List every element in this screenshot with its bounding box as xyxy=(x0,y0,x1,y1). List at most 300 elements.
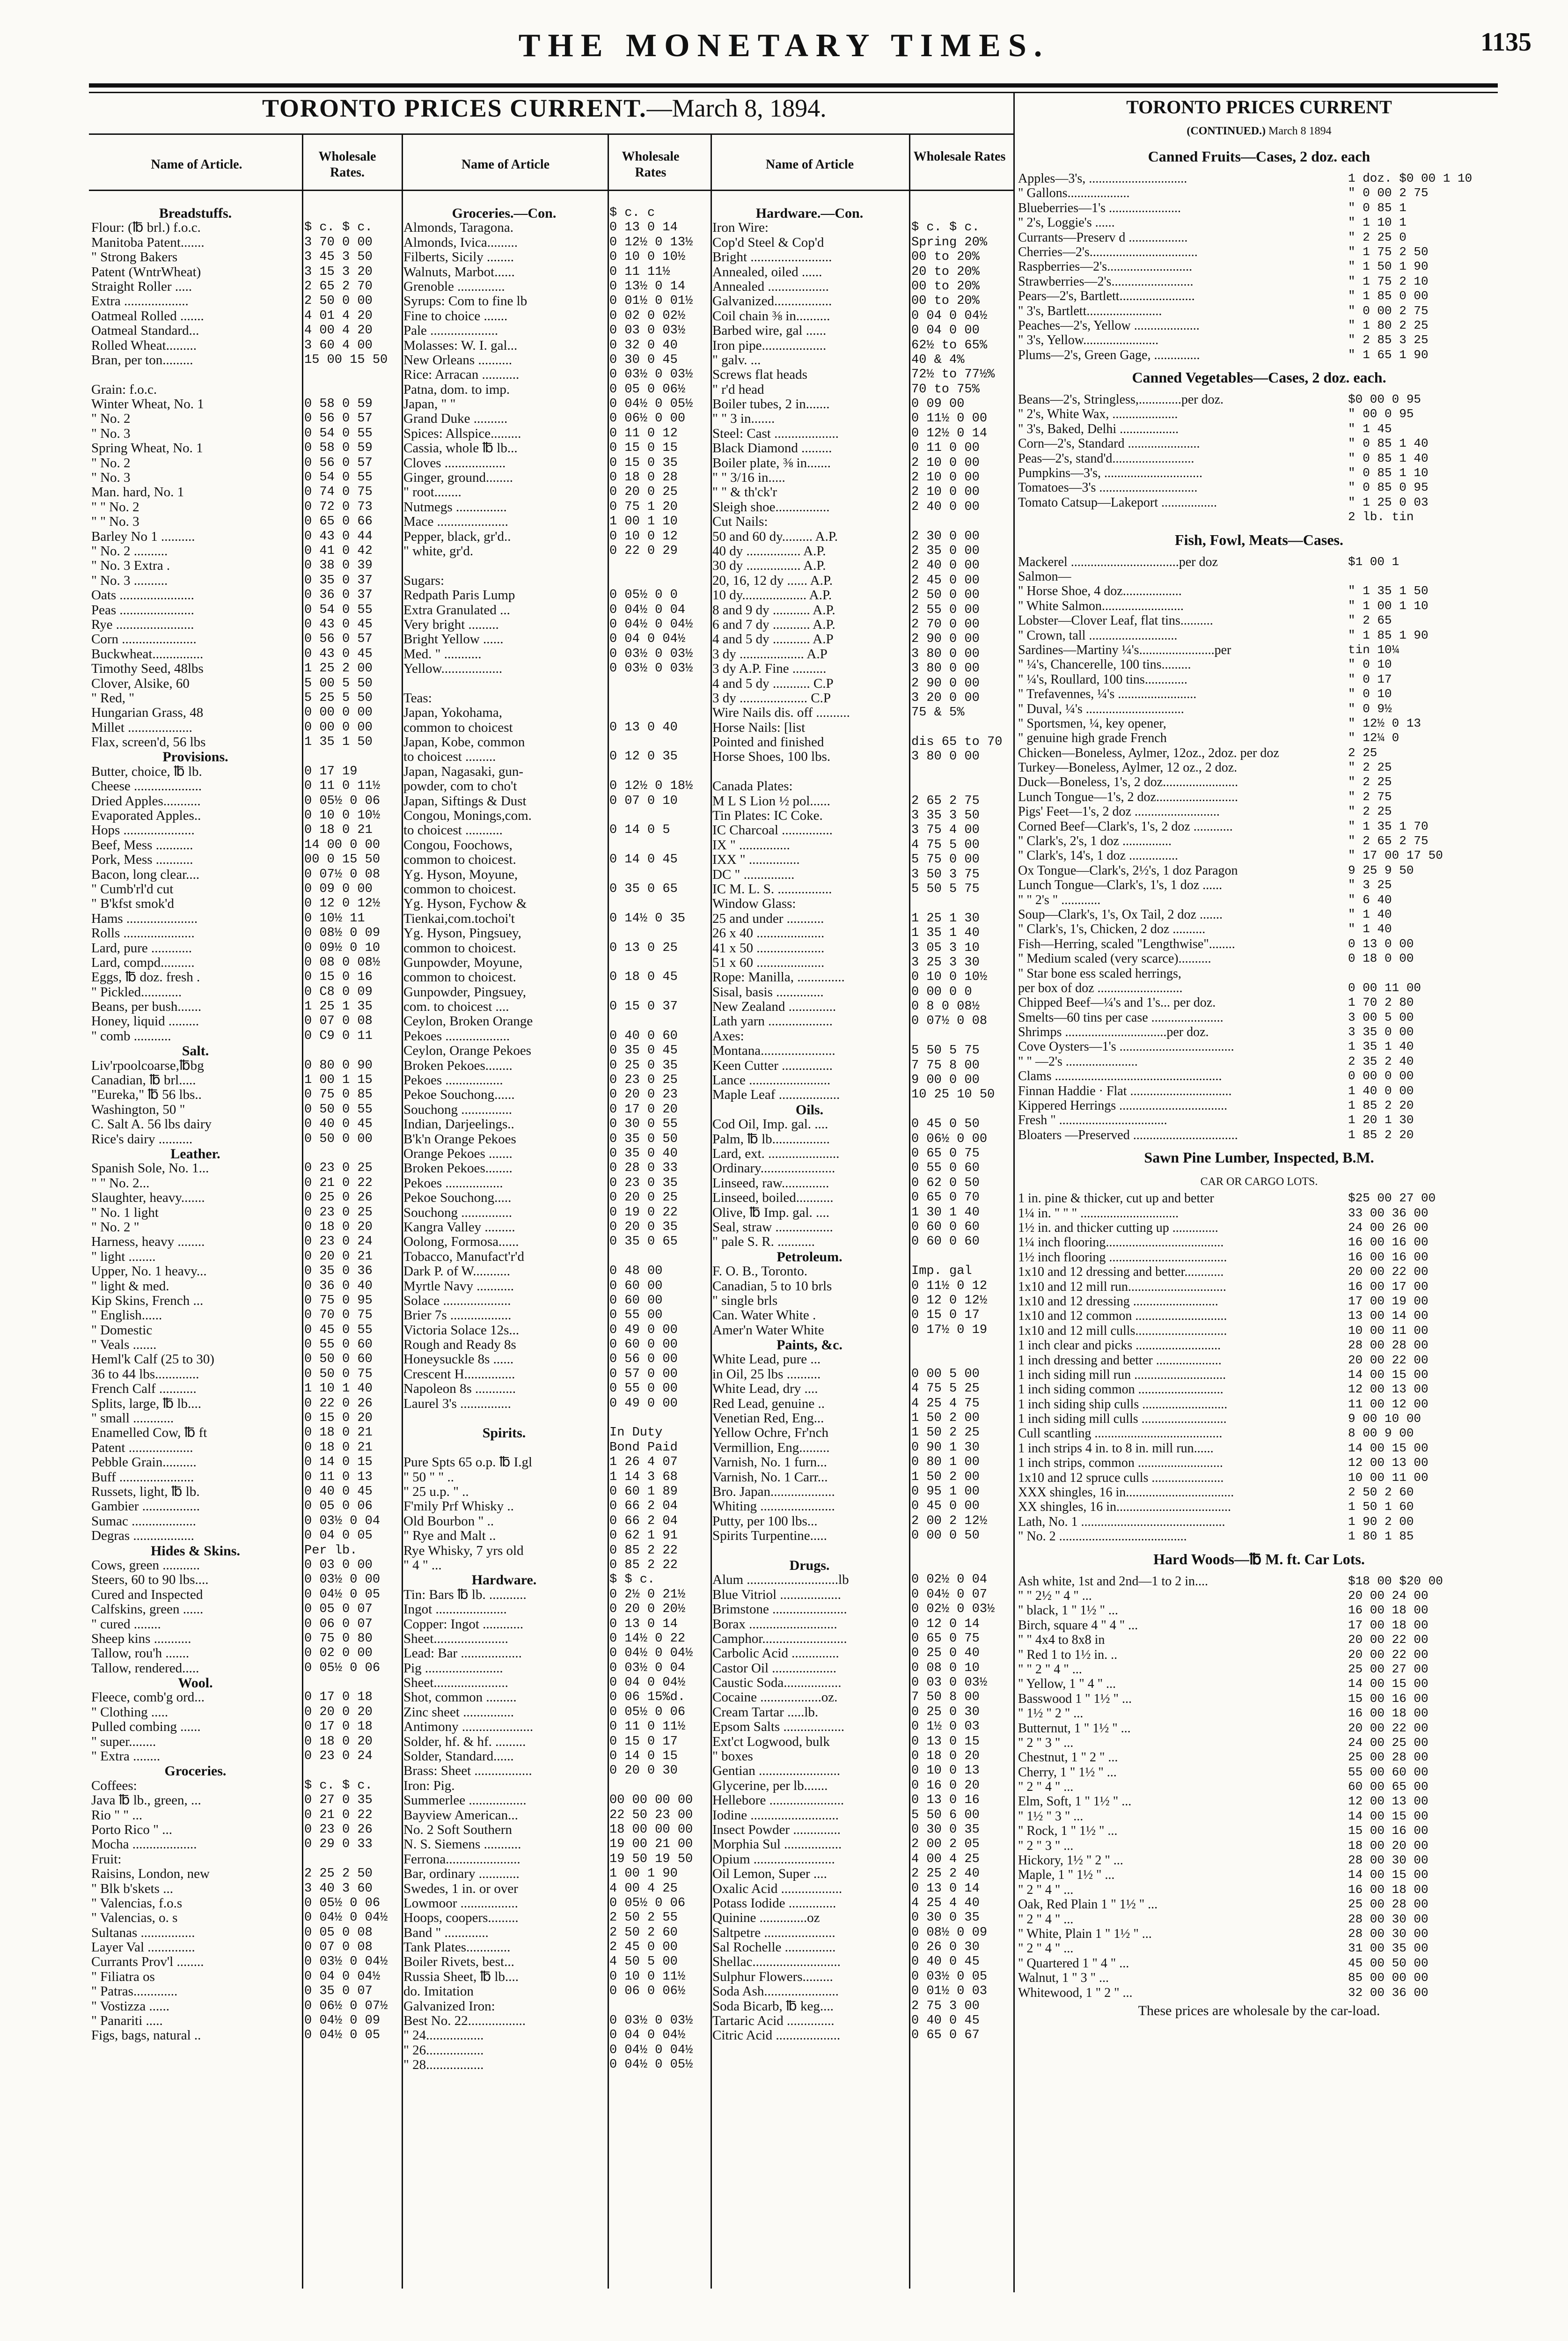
price-row xyxy=(403,1235,709,1249)
price-row xyxy=(403,1029,709,1044)
article-name: Syrups: Com to fine lb xyxy=(403,294,528,309)
price-row xyxy=(712,574,1012,588)
wholesale-rate: 60 00 65 00 xyxy=(1348,1780,1429,1794)
article-name: Maple Leaf .................. xyxy=(712,1088,840,1103)
price-row xyxy=(712,1852,1012,1867)
article-name: Pale .................... xyxy=(403,324,498,339)
article-name: Tomato Catsup—Lakeport ................. xyxy=(1018,495,1217,510)
price-row xyxy=(1018,201,1500,215)
price-row xyxy=(403,574,709,588)
wholesale-rate: 0 56 0 57 xyxy=(304,632,373,647)
wholesale-rate: 0 85 2 22 xyxy=(609,1543,678,1558)
article-name: F'mily Prf Whisky .. xyxy=(403,1499,514,1514)
wholesale-rate: 0 13 0 00 xyxy=(1348,936,1414,951)
price-row xyxy=(403,1411,709,1426)
article-name: 4 and 5 dy ........... C.P xyxy=(712,676,834,691)
price-row xyxy=(1018,643,1500,657)
wholesale-rate: 0 1½ 0 03 xyxy=(911,1720,980,1734)
wholesale-rate: 0 21 0 22 xyxy=(304,1808,373,1822)
wholesale-rate: Bond Paid xyxy=(609,1440,678,1455)
article-name: Fish—Herring, scaled "Lengthwise"........ xyxy=(1018,936,1235,951)
price-row xyxy=(1018,1809,1500,1824)
article-name: " 2 " 4 " ... xyxy=(1018,1882,1074,1897)
article-name: Sal Rochelle ............... xyxy=(712,1940,836,1955)
article-name: Ext'ct Logwood, bulk xyxy=(712,1734,830,1749)
price-row xyxy=(712,985,1012,1000)
wholesale-rate: 0 03½ 0 03½ xyxy=(609,368,693,382)
price-row xyxy=(712,691,1012,706)
price-row xyxy=(712,250,1012,265)
wholesale-rate: 2 35 0 00 xyxy=(911,544,980,558)
wholesale-rate: 0 13 0 40 xyxy=(609,720,678,735)
price-row xyxy=(91,985,400,1000)
wholesale-rate: 0 45 0 55 xyxy=(304,1323,373,1337)
price-row xyxy=(712,353,1012,368)
article-name: Shot, common ......... xyxy=(403,1690,517,1705)
wholesale-rate: 0 11 11½ xyxy=(609,265,670,279)
price-row xyxy=(91,1499,400,1514)
price-row xyxy=(91,1059,400,1073)
article-name: Patent ................... xyxy=(91,1440,193,1455)
price-row xyxy=(712,1161,1012,1176)
wholesale-rate: 0 17 0 18 xyxy=(304,1720,373,1734)
price-row xyxy=(1018,790,1500,804)
article-name: Cloves .................. xyxy=(403,456,506,471)
wholesale-rate: 2 30 0 00 xyxy=(911,529,980,544)
price-row xyxy=(1018,1412,1500,1426)
article-name: " No. 2 ....................................... xyxy=(1018,1529,1187,1544)
wholesale-rate: 0 50 0 00 xyxy=(304,1132,373,1146)
price-row xyxy=(1018,1235,1500,1250)
wholesale-rate: " 2 25 0 xyxy=(1348,230,1407,244)
article-name: Bran, per ton......... xyxy=(91,353,193,368)
price-row xyxy=(712,1206,1012,1220)
article-name: Quinine ..............oz xyxy=(712,1911,820,1926)
price-row xyxy=(1018,716,1500,731)
article-name: 1 inch strips 4 in. to 8 in. mill run...... xyxy=(1018,1441,1214,1456)
wholesale-rate: $18 00 $20 00 xyxy=(1348,1574,1443,1588)
article-name: per box of doz .......................... xyxy=(1018,980,1183,995)
wholesale-rate: dis 65 to 70 xyxy=(911,735,1003,750)
article-name: Sheet...................... xyxy=(403,1676,508,1691)
wholesale-rate: 7 50 8 00 xyxy=(911,1690,980,1705)
wholesale-rate: 0 36 0 37 xyxy=(304,588,373,603)
price-row xyxy=(1018,1633,1500,1647)
article-name: " Sportsmen, ¼, key opener, xyxy=(1018,716,1166,731)
article-name: common to choicest. xyxy=(403,941,516,956)
article-name: Kangra Valley ......... xyxy=(403,1220,515,1235)
wholesale-rate: 3 35 0 00 xyxy=(1348,1025,1414,1039)
article-name: Pebble Grain.......... xyxy=(91,1455,197,1470)
price-row xyxy=(1018,995,1500,1010)
wholesale-rate: 0 49 0 00 xyxy=(609,1396,678,1411)
col-rule-2 xyxy=(711,135,712,2289)
article-name: 1¼ in. " " " .............................. xyxy=(1018,1206,1179,1221)
wholesale-rate: 16 00 18 00 xyxy=(1348,1882,1429,1897)
article-name: Cows, green ........... xyxy=(91,1558,200,1573)
article-name: Cassia, whole ℔ lb... xyxy=(403,441,518,456)
article-name: Napoleon 8s ............ xyxy=(403,1382,516,1397)
wholesale-rate: " 2 25 xyxy=(1348,760,1392,775)
price-row xyxy=(403,1676,709,1690)
wholesale-rate: 0 23 0 25 xyxy=(609,1073,678,1088)
wholesale-rate: 1 80 1 85 xyxy=(1348,1529,1414,1544)
price-row xyxy=(1018,1397,1500,1412)
article-name: " " No. 2... xyxy=(91,1176,150,1191)
price-row xyxy=(91,1264,400,1279)
wholesale-rate: 0 25 0 40 xyxy=(911,1646,980,1661)
article-name: Gambier ................. xyxy=(91,1499,200,1514)
price-row xyxy=(91,662,400,676)
price-row xyxy=(712,1940,1012,1955)
article-name: Apples—3's, .............................. xyxy=(1018,171,1187,186)
article-name: Peas—2's, stand'd......................... xyxy=(1018,451,1194,466)
price-row xyxy=(1018,1368,1500,1382)
article-name: " 2's, White Wax, .................... xyxy=(1018,407,1178,422)
price-row xyxy=(712,1352,1012,1367)
wholesale-rate: 16 00 18 00 xyxy=(1348,1706,1429,1721)
price-row xyxy=(712,1191,1012,1205)
wholesale-rate: 0 35 0 37 xyxy=(304,573,373,588)
price-row xyxy=(712,941,1012,956)
wholesale-rate: 16 00 18 00 xyxy=(1348,1603,1429,1618)
wholesale-rate: 0 04½ 0 07 xyxy=(911,1587,988,1602)
article-name: 4 and 5 dy ........... A.P xyxy=(712,632,834,647)
article-name: Amer'n Water White xyxy=(712,1323,824,1338)
article-name: Rio " " ... xyxy=(91,1808,143,1823)
price-row xyxy=(1018,1589,1500,1603)
article-name: Plums—2's, Green Gage, .............. xyxy=(1018,347,1200,362)
article-name: " Crown, tall ........................... xyxy=(1018,628,1178,643)
price-row xyxy=(403,1367,709,1382)
article-name: Peaches—2's, Yellow .................... xyxy=(1018,318,1200,333)
article-name: Basswood 1 " 1½ " ... xyxy=(1018,1691,1132,1706)
article-name: Ordinary...................... xyxy=(712,1161,835,1176)
price-row xyxy=(91,1896,400,1911)
price-row xyxy=(403,1646,709,1661)
article-name: Hoops, coopers......... xyxy=(403,1911,519,1926)
price-row xyxy=(712,1044,1012,1058)
price-row xyxy=(91,1088,400,1102)
price-row xyxy=(91,397,400,412)
wholesale-rate: 0 17 0 18 xyxy=(304,1690,373,1705)
price-row xyxy=(712,1984,1012,1999)
article-name: Boiler tubes, 2 in....... xyxy=(712,397,830,412)
wholesale-rate: 0 03½ 0 05 xyxy=(911,1969,988,1984)
wholesale-rate: 0 00 0 00 xyxy=(304,706,373,720)
wholesale-rate: 12 00 13 00 xyxy=(1348,1794,1429,1809)
wholesale-rate: 0 07½ 0 08 xyxy=(911,1014,988,1029)
price-row xyxy=(91,1220,400,1235)
price-row xyxy=(1018,451,1500,466)
article-name: " 28................. xyxy=(403,2058,484,2073)
article-name: 1 inch siding mill run ............................ xyxy=(1018,1367,1226,1382)
right-column xyxy=(1018,94,1500,2019)
wholesale-rate: 00 to 20% xyxy=(911,279,980,294)
price-row xyxy=(1018,937,1500,951)
article-name: Spices: Allspice......... xyxy=(403,426,521,441)
price-row xyxy=(1018,746,1500,760)
price-row xyxy=(712,926,1012,941)
wholesale-rate: 0 06 0 06½ xyxy=(609,1984,686,1999)
col1-rates-header: Wholesale Rates. xyxy=(318,149,376,180)
wholesale-rate: 0 18 0 21 xyxy=(304,1426,373,1440)
price-row xyxy=(403,441,709,456)
price-row xyxy=(712,280,1012,294)
article-name: 41 x 50 .................... xyxy=(712,941,825,956)
article-name: Slaughter, heavy....... xyxy=(91,1191,205,1206)
price-row xyxy=(403,265,709,280)
article-name: Spanish Sole, No. 1... xyxy=(91,1161,209,1176)
price-row xyxy=(712,1749,1012,1764)
wholesale-rate: 1 85 2 20 xyxy=(1348,1127,1414,1142)
article-name: Antimony ..................... xyxy=(403,1720,534,1735)
wholesale-rate: 0 54 0 55 xyxy=(304,426,373,441)
wholesale-rate: 25 00 27 00 xyxy=(1348,1662,1429,1676)
wholesale-rate: 1 50 2 00 xyxy=(911,1470,980,1484)
price-row xyxy=(712,1911,1012,1925)
price-row xyxy=(712,1602,1012,1617)
wholesale-rate: 0 54 0 55 xyxy=(304,471,373,485)
article-name: Sardines—Martiny ¼'s.......................per xyxy=(1018,642,1231,657)
price-row xyxy=(1018,628,1500,643)
wholesale-rate: 0 15 0 37 xyxy=(609,1000,678,1014)
price-row xyxy=(91,1176,400,1191)
section-heading xyxy=(712,1558,1012,1573)
article-name: Provisions. xyxy=(162,750,228,765)
section-heading xyxy=(403,1426,709,1440)
wholesale-rate: 0 22 0 29 xyxy=(609,544,678,558)
canned-veg-title: Canned Vegetables—Cases, 2 doz. each. xyxy=(1132,369,1386,386)
wholesale-rate: 0 56 0 57 xyxy=(304,412,373,426)
price-row xyxy=(712,383,1012,397)
price-row xyxy=(1018,966,1500,981)
price-row xyxy=(91,383,400,397)
wholesale-rate: 1 00 1 10 xyxy=(609,515,678,529)
price-row xyxy=(403,1103,709,1117)
price-row xyxy=(712,1059,1012,1073)
wholesale-rate: 3 70 0 00 xyxy=(304,235,373,250)
article-name: Teas: xyxy=(403,691,432,706)
article-name: Yg. Hyson, Pingsuey, xyxy=(403,926,521,941)
price-row xyxy=(403,1911,709,1925)
wholesale-rate: 14 00 15 00 xyxy=(1348,1809,1429,1823)
wholesale-rate: 2 65 2 75 xyxy=(911,794,980,808)
article-name: B'k'n Orange Pekoes xyxy=(403,1132,516,1147)
section-heading xyxy=(712,1103,1012,1117)
article-name: Tank Plates............. xyxy=(403,1940,511,1955)
wholesale-rate: 0 11 0 13 xyxy=(304,1470,373,1484)
price-row xyxy=(403,588,709,603)
article-name: IX " ............... xyxy=(712,838,790,853)
price-row xyxy=(91,1823,400,1837)
wholesale-rate: 0 23 0 24 xyxy=(304,1235,373,1249)
article-name: Galvanized................. xyxy=(712,294,832,309)
wholesale-rate: 0 16 0 20 xyxy=(911,1778,980,1793)
price-row xyxy=(1018,1956,1500,1971)
wholesale-rate: 0 66 2 04 xyxy=(609,1514,678,1528)
wholesale-rate: 0 03½ 0 03½ xyxy=(609,2014,693,2028)
article-name: " Vostizza ...... xyxy=(91,1999,170,2014)
price-row xyxy=(403,1176,709,1191)
price-row xyxy=(91,250,400,265)
wholesale-rate: 0 62 0 50 xyxy=(911,1176,980,1190)
wholesale-rate: 0 05 0 06½ xyxy=(609,382,686,397)
left-title-text: TORONTO PRICES CURRENT. xyxy=(262,94,647,122)
price-row xyxy=(712,809,1012,823)
wholesale-rate: 0 40 0 45 xyxy=(304,1484,373,1499)
wholesale-rate: 1 50 2 25 xyxy=(911,1426,980,1440)
wholesale-rate: 5 50 5 75 xyxy=(911,1044,980,1058)
article-name: Hungarian Grass, 48 xyxy=(91,706,204,721)
title-underline xyxy=(89,133,1013,135)
price-row xyxy=(1018,848,1500,863)
wholesale-rate: 3 80 0 00 xyxy=(911,647,980,661)
article-name: Yg. Hyson, Fychow & xyxy=(403,897,527,912)
article-name: Ceylon, Broken Orange xyxy=(403,1014,533,1029)
price-row xyxy=(91,339,400,353)
wholesale-rate: 0 43 0 45 xyxy=(304,617,373,632)
article-name: Copper: Ingot ............ xyxy=(403,1617,524,1632)
article-name: " ¼'s, Chancerelle, 100 tins......... xyxy=(1018,657,1191,672)
wholesale-rate: 1 14 3 68 xyxy=(609,1470,678,1484)
wholesale-rate: 9 00 10 00 xyxy=(1348,1412,1421,1426)
article-name: 1x10 and 12 mill run.............................. xyxy=(1018,1279,1226,1294)
article-name: Varnish, No. 1 furn... xyxy=(712,1455,827,1470)
wholesale-rate: 0 23 0 35 xyxy=(609,1176,678,1190)
price-row xyxy=(403,1544,709,1558)
article-name: Russia Sheet, ℔ lb.... xyxy=(403,1969,519,1984)
article-name: Cured and Inspected xyxy=(91,1587,203,1602)
wholesale-rate: " 2 25 xyxy=(1348,775,1392,789)
price-row xyxy=(403,500,709,515)
article-name: IXX " ............... xyxy=(712,853,800,868)
wholesale-rate: 25 00 28 00 xyxy=(1348,1750,1429,1765)
article-name: Congou, Foochows, xyxy=(403,838,513,853)
article-name: Camphor......................... xyxy=(712,1631,847,1646)
article-name: Porto Rico " ... xyxy=(91,1822,172,1837)
article-name: " 2 " 4 " ... xyxy=(1018,1912,1074,1927)
article-name: Heml'k Calf (25 to 30) xyxy=(91,1352,214,1367)
price-row xyxy=(712,1705,1012,1720)
price-row xyxy=(91,603,400,618)
wholesale-rate: 2 40 0 00 xyxy=(911,500,980,514)
article-name: Almonds, Taragona. xyxy=(403,221,514,236)
price-row xyxy=(1018,215,1500,230)
price-row xyxy=(403,897,709,911)
wholesale-rate: 12 00 13 00 xyxy=(1348,1456,1429,1470)
wholesale-rate: In Duty xyxy=(609,1426,663,1440)
wholesale-rate: 0 55 0 00 xyxy=(609,1382,678,1396)
price-row xyxy=(403,1059,709,1073)
article-name: Cod Oil, Imp. gal. .... xyxy=(712,1117,828,1132)
price-row xyxy=(1018,584,1500,598)
wholesale-rate: 10 25 10 50 xyxy=(911,1088,995,1102)
wholesale-rate: 0 10 0 10½ xyxy=(304,809,381,823)
price-row xyxy=(1018,1426,1500,1441)
price-row xyxy=(712,1926,1012,1940)
article-name: Spirits. xyxy=(482,1426,526,1441)
article-name: Blue Vitriol .................. xyxy=(712,1587,841,1602)
price-row xyxy=(91,324,400,338)
wholesale-rate: 0 29 0 33 xyxy=(304,1837,373,1852)
article-name: Salt. xyxy=(182,1044,209,1059)
article-name: Washington, 50 " xyxy=(91,1102,185,1117)
price-row xyxy=(1018,569,1500,584)
wholesale-rate: 0 18 0 00 xyxy=(1348,951,1414,966)
price-row xyxy=(403,2043,709,2058)
price-row xyxy=(403,1308,709,1323)
price-row xyxy=(403,926,709,941)
article-name: Tomatoes—3's .............................. xyxy=(1018,480,1198,495)
wholesale-rate: 55 00 60 00 xyxy=(1348,1765,1429,1779)
article-name: Montana...................... xyxy=(712,1044,835,1059)
wholesale-rate: 70 to 75% xyxy=(911,382,980,397)
price-row xyxy=(91,1588,400,1602)
lumber-title: Sawn Pine Lumber, Inspected, B.M. xyxy=(1144,1149,1374,1166)
article-name: Gunpowder, Moyune, xyxy=(403,955,523,970)
price-row xyxy=(1018,1039,1500,1054)
wholesale-rate: " 0 00 2 75 xyxy=(1348,303,1429,318)
price-row xyxy=(403,735,709,750)
wholesale-rate: 0 90 1 30 xyxy=(911,1440,980,1455)
article-name: " White, Plain 1 " 1½ " ... xyxy=(1018,1926,1152,1941)
wholesale-rate: 0 04 0 04½ xyxy=(609,2028,686,2043)
wholesale-rate: 0 07½ 0 08 xyxy=(304,867,381,882)
price-row xyxy=(403,1352,709,1367)
article-name: Bright Yellow ...... xyxy=(403,632,504,647)
wholesale-rate: 1 20 1 30 xyxy=(1348,1113,1414,1127)
price-row xyxy=(403,706,709,720)
article-name: Birch, square 4 " 4 " ... xyxy=(1018,1618,1138,1633)
price-row xyxy=(1018,1098,1500,1113)
wholesale-rate: " 2 75 xyxy=(1348,789,1392,804)
wholesale-rate: 0 65 0 75 xyxy=(911,1631,980,1646)
price-row xyxy=(712,1308,1012,1323)
wholesale-rate: 0 35 0 36 xyxy=(304,1264,373,1279)
article-name: Crescent H............... xyxy=(403,1367,515,1382)
article-name: Alum ...........................lb xyxy=(712,1573,849,1588)
price-row xyxy=(1018,687,1500,701)
wholesale-rate: 0 35 0 65 xyxy=(609,1235,678,1249)
price-row xyxy=(1018,1736,1500,1750)
fish-title: Fish, Fowl, Meats—Cases. xyxy=(1175,531,1343,548)
wholesale-rate: 0 03½ 0 04 xyxy=(609,1661,686,1675)
wholesale-rate: 18 00 00 00 xyxy=(609,1822,693,1837)
price-row xyxy=(1018,657,1500,672)
price-row xyxy=(91,853,400,867)
price-row xyxy=(91,1955,400,1969)
wholesale-rate: 0 85 2 22 xyxy=(609,1558,678,1572)
article-name: Grenoble .............. xyxy=(403,279,505,294)
price-row xyxy=(1018,1069,1500,1083)
price-row xyxy=(712,1088,1012,1102)
wholesale-rate: 4 75 5 25 xyxy=(911,1382,980,1396)
price-row xyxy=(712,1426,1012,1440)
article-name: Fresh " ................................. xyxy=(1018,1113,1167,1128)
price-row xyxy=(91,809,400,823)
article-name: Manitoba Patent....... xyxy=(91,235,205,250)
wholesale-rate: 0 20 0 25 xyxy=(609,485,678,500)
article-name: Old Bourbon " .. xyxy=(403,1514,494,1529)
article-name: 30 dy ................ A.P. xyxy=(712,559,826,574)
article-name: Buff ...................... xyxy=(91,1470,194,1485)
article-name: " 4 " ... xyxy=(403,1558,442,1573)
price-row xyxy=(1018,230,1500,245)
article-name: Cut Nails: xyxy=(712,515,768,530)
price-row xyxy=(91,926,400,941)
wholesale-rate: 2 45 0 00 xyxy=(911,573,980,588)
